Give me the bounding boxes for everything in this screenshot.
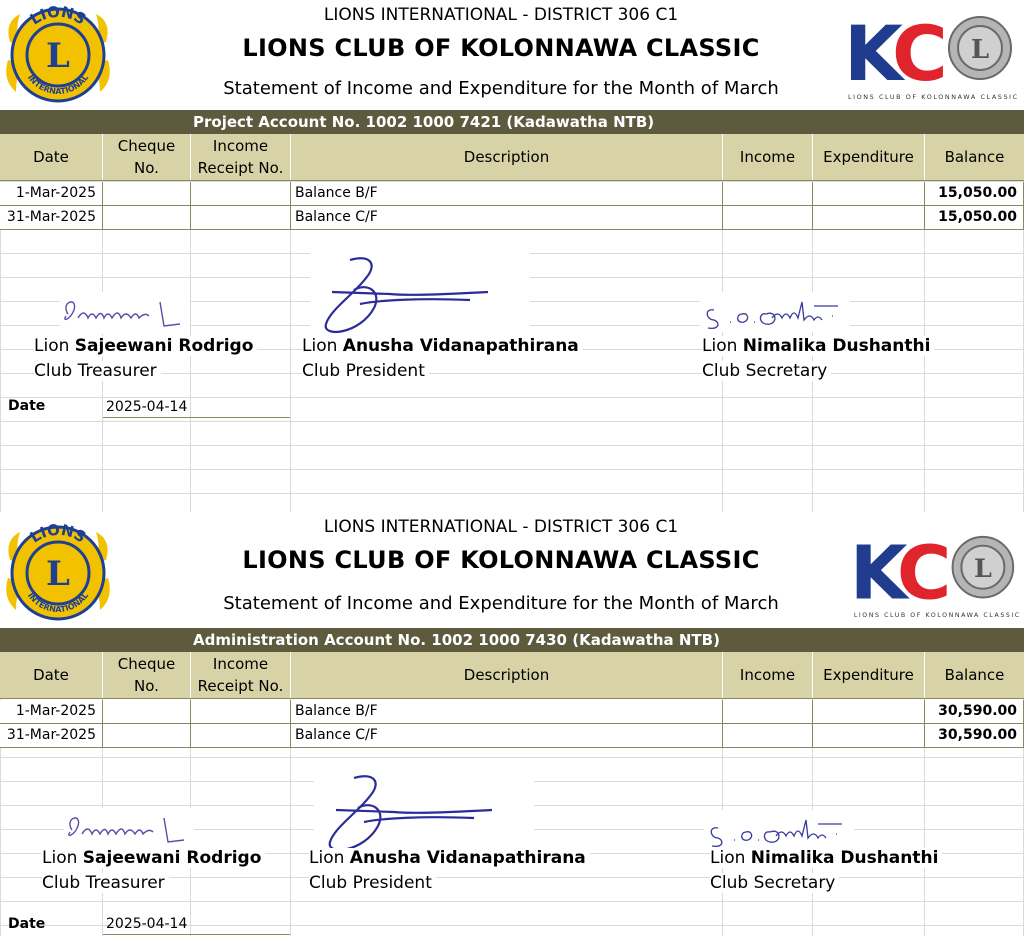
row-cheque [103, 724, 191, 747]
row-description: Balance B/F [291, 182, 723, 205]
svg-text:L: L [970, 35, 990, 65]
row-income [723, 182, 813, 205]
president-name: Lion Anusha Vidanapathirana [309, 848, 590, 868]
col-income-receipt-no: Income Receipt No. [191, 652, 291, 698]
row-date: 31-Mar-2025 [0, 724, 103, 747]
date-label: Date [8, 916, 46, 932]
date-value: 2025-04-14 [103, 396, 290, 418]
column-header-row [0, 652, 1024, 699]
treasurer-role: Club Treasurer [34, 361, 161, 381]
row-balance: 15,050.00 [925, 206, 1024, 229]
svg-text:INTERNATIONAL: INTERNATIONAL [25, 591, 91, 615]
row-cheque [103, 700, 191, 723]
col-description: Description [291, 652, 723, 698]
president-name: Lion Anusha Vidanapathirana [302, 336, 583, 356]
col-income: Income [723, 652, 813, 698]
secretary-name: Lion Nimalika Dushanthi [710, 848, 942, 868]
row-description: Balance C/F [291, 724, 723, 747]
col-date: Date [0, 652, 103, 698]
table-row [0, 182, 1024, 206]
row-income [723, 700, 813, 723]
president-signature [310, 248, 530, 340]
row-income [723, 206, 813, 229]
col-expenditure: Expenditure [813, 652, 925, 698]
row-expenditure [813, 700, 925, 723]
col-cheque-no: Cheque No. [103, 652, 191, 698]
row-expenditure [813, 206, 925, 229]
col-expenditure: Expenditure [813, 134, 925, 180]
treasurer-signature [64, 808, 194, 850]
president-role: Club President [302, 361, 429, 381]
table-row [0, 700, 1024, 724]
col-income-receipt-no: Income Receipt No. [191, 134, 291, 180]
table-row [0, 724, 1024, 748]
account-label: Project Account No. 1002 1000 7421 (Kadawatha NTB) [193, 113, 655, 131]
svg-text:L: L [973, 552, 992, 583]
president-role: Club President [309, 873, 436, 893]
club-title: LIONS CLUB OF KOLONNAWA CLASSIC [242, 546, 760, 574]
svg-text:INTERNATIONAL: INTERNATIONAL [25, 73, 91, 97]
svg-text:C: C [892, 9, 948, 98]
svg-text:C: C [896, 529, 952, 617]
row-description: Balance B/F [291, 700, 723, 723]
date-label: Date [8, 398, 46, 414]
svg-text:LIONS: LIONS [26, 520, 90, 547]
row-balance: 15,050.00 [925, 182, 1024, 205]
svg-text:K: K [849, 529, 898, 617]
lions-international-logo [2, 2, 114, 108]
col-description: Description [291, 134, 723, 180]
col-cheque-no: Cheque No. [103, 134, 191, 180]
treasurer-name: Lion Sajeewani Rodrigo [42, 848, 265, 868]
kc-club-logo [840, 6, 1020, 106]
secretary-role: Club Secretary [710, 873, 839, 893]
svg-text:LIONS: LIONS [26, 2, 90, 29]
account-bar [0, 110, 1024, 134]
secretary-signature [704, 810, 854, 850]
secretary-name: Lion Nimalika Dushanthi [702, 336, 934, 356]
row-date: 1-Mar-2025 [0, 182, 103, 205]
row-expenditure [813, 724, 925, 747]
lions-international-logo [2, 520, 114, 626]
row-description: Balance C/F [291, 206, 723, 229]
row-cheque [103, 206, 191, 229]
account-label: Administration Account No. 1002 1000 7430 (Kadawatha NTB) [193, 631, 720, 649]
district-title: LIONS INTERNATIONAL - DISTRICT 306 C1 [323, 517, 679, 537]
column-header-row [0, 134, 1024, 181]
svg-text:L: L [46, 554, 70, 594]
secretary-role: Club Secretary [702, 361, 831, 381]
row-balance: 30,590.00 [925, 700, 1024, 723]
secretary-signature [700, 292, 850, 332]
row-receipt [191, 206, 291, 229]
club-title: LIONS CLUB OF KOLONNAWA CLASSIC [242, 34, 760, 62]
svg-text:LIONS CLUB OF KOLONNAWA CLASSI: LIONS CLUB OF KOLONNAWA CLASSIC [853, 612, 1021, 620]
svg-text:LIONS CLUB OF KOLONNAWA CLASSI: LIONS CLUB OF KOLONNAWA CLASSIC [848, 93, 1019, 101]
col-balance: Balance [944, 666, 1005, 684]
row-receipt [191, 700, 291, 723]
treasurer-name: Lion Sajeewani Rodrigo [34, 336, 257, 356]
row-income [723, 724, 813, 747]
date-value: 2025-04-14 [103, 913, 290, 935]
row-date: 1-Mar-2025 [0, 700, 103, 723]
account-bar [0, 628, 1024, 652]
statement-title: Statement of Income and Expenditure for the Month of March [223, 593, 779, 614]
row-receipt [191, 182, 291, 205]
district-title: LIONS INTERNATIONAL - DISTRICT 306 C1 [323, 5, 679, 25]
row-date: 31-Mar-2025 [0, 206, 103, 229]
row-cheque [103, 182, 191, 205]
svg-text:L: L [46, 36, 70, 76]
statement-title: Statement of Income and Expenditure for the Month of March [223, 78, 779, 99]
president-signature [314, 766, 534, 858]
col-income: Income [723, 134, 813, 180]
col-balance: Balance [944, 148, 1005, 166]
treasurer-signature [60, 292, 190, 334]
kc-club-logo [846, 526, 1022, 624]
svg-text:K: K [844, 9, 893, 98]
treasurer-role: Club Treasurer [42, 873, 169, 893]
statement-section-administration [0, 512, 1024, 936]
row-receipt [191, 724, 291, 747]
table-row [0, 206, 1024, 230]
row-expenditure [813, 182, 925, 205]
row-balance: 30,590.00 [925, 724, 1024, 747]
col-date: Date [0, 134, 103, 180]
